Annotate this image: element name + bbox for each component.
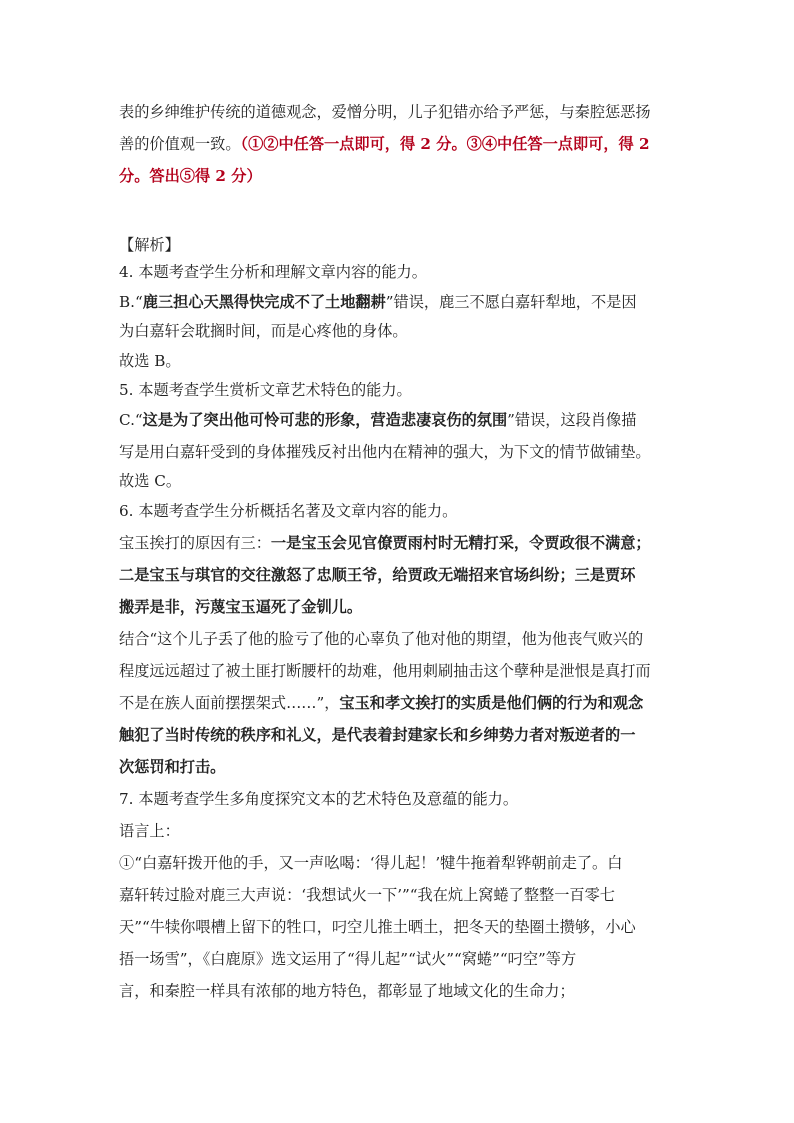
question-7-analysis (119, 783, 689, 1007)
q4-quoted-option: 鹿三担心天黑得快完成不了土地翻耕 (142, 293, 386, 311)
question-5-analysis (119, 377, 689, 495)
q4-explanation: ”错误，鹿三不愿白嘉轩犁地，不是因 (385, 293, 637, 311)
q4-answer: 故选 B。 (119, 352, 181, 370)
question-6-analysis (119, 495, 689, 783)
q6-line-8: 触犯了当时传统的秩序和礼义，是代表着封建家长和乡绅势力者对叛逆者的一 (119, 726, 636, 744)
q6-reason-1: 一是宝玉会见官僚贾雨村时无精打采，令贾政很不满意； (270, 534, 651, 552)
q6-line-1: 6. 本题考查学生分析概括名著及文章内容的能力。 (119, 502, 458, 520)
q7-line-2: 语言上： (119, 822, 180, 840)
q5-answer: 故选 C。 (119, 472, 182, 490)
q4-line-2 (119, 286, 689, 318)
q5-quoted-option: 这是为了突出他可怜可悲的形象，营造悲凄哀伤的氛围 (142, 411, 508, 429)
analysis-section (119, 232, 689, 1007)
answer-section (119, 96, 689, 192)
q6-line-2 (119, 527, 689, 559)
scoring-note-continued: 分。答出⑤得 2 分） (119, 167, 262, 185)
q7-line-7: 言，和秦腔一样具有浓郁的地方特色，都彰显了地域文化的生命力； (119, 982, 575, 1000)
q5-line-3: 写是用白嘉轩受到的身体摧残反衬出他内在精神的强大，为下文的情节做铺垫。 (119, 443, 651, 461)
q4-line-1: 4. 本题考查学生分析和理解文章内容的能力。 (119, 263, 427, 281)
q5-option-prefix: C.“ (119, 411, 143, 429)
q7-line-3: ①“白嘉轩拨开他的手，又一声吆喝：‘得儿起！’犍牛拖着犁铧朝前走了。白 (119, 854, 623, 872)
q7-line-1: 7. 本题考查学生多角度探究文本的艺术特色及意蕴的能力。 (119, 790, 519, 808)
q5-explanation: ”错误，这段肖像描 (507, 411, 637, 429)
question-4-analysis (119, 259, 689, 377)
q6-line-7 (119, 687, 689, 719)
q6-line-4: 搬弄是非，污蔑宝玉逼死了金钏儿。 (119, 598, 362, 616)
q6-line-3: 二是宝玉与琪官的交往激怒了忠顺王爷，给贾政无端招来官场纠纷；三是贾环 (119, 566, 636, 584)
q6-quote-end: 不是在族人面前摆摆架式……”， (119, 694, 340, 712)
q7-line-6: 捂一场雪”，《白鹿原》选文运用了“得儿起”“试火”“窝蜷”“叼空”等方 (119, 950, 577, 968)
document-body (119, 96, 689, 1007)
analysis-heading: 【解析】 (119, 236, 180, 254)
q6-line-6: 程度远远超过了被土匪打断腰杆的劫难，他用刺刷抽击这个孽种是泄恨是真打而 (119, 662, 651, 680)
scoring-note: （①②中任答一点即可，得 2 分。③④中任答一点即可，得 2 (240, 135, 650, 153)
q4-line-3: 为白嘉轩会耽搁时间，而是心疼他的身体。 (119, 322, 408, 340)
q6-intro: 宝玉挨打的原因有三： (119, 534, 271, 552)
q7-line-5: 天”“牛犊你喂槽上留下的牲口，叼空儿推土晒土，把冬天的垫圈土攒够，小心 (119, 918, 636, 936)
answer-line-2-text: 善的价值观一致。 (119, 135, 241, 153)
q6-conclusion: 宝玉和孝文挨打的实质是他们俩的行为和观念 (339, 694, 644, 712)
q6-line-5: 结合“这个儿子丢了他的脸亏了他的心辜负了他对他的期望，他为他丧气败兴的 (119, 630, 644, 648)
q5-line-1: 5. 本题考查学生赏析文章艺术特色的能力。 (119, 381, 412, 399)
q7-line-4: 嘉轩转过脸对鹿三大声说：‘我想试火一下’”“我在炕上窝蜷了整整一百零七 (119, 886, 615, 904)
answer-line-2 (119, 128, 689, 160)
answer-line-1: 表的乡绅维护传统的道德观念，爱憎分明，儿子犯错亦给予严惩，与秦腔惩恶扬 (119, 103, 651, 121)
q6-line-9: 次惩罚和打击。 (119, 758, 226, 776)
q4-option-prefix: B.“ (119, 293, 143, 311)
q5-line-2 (119, 404, 689, 436)
